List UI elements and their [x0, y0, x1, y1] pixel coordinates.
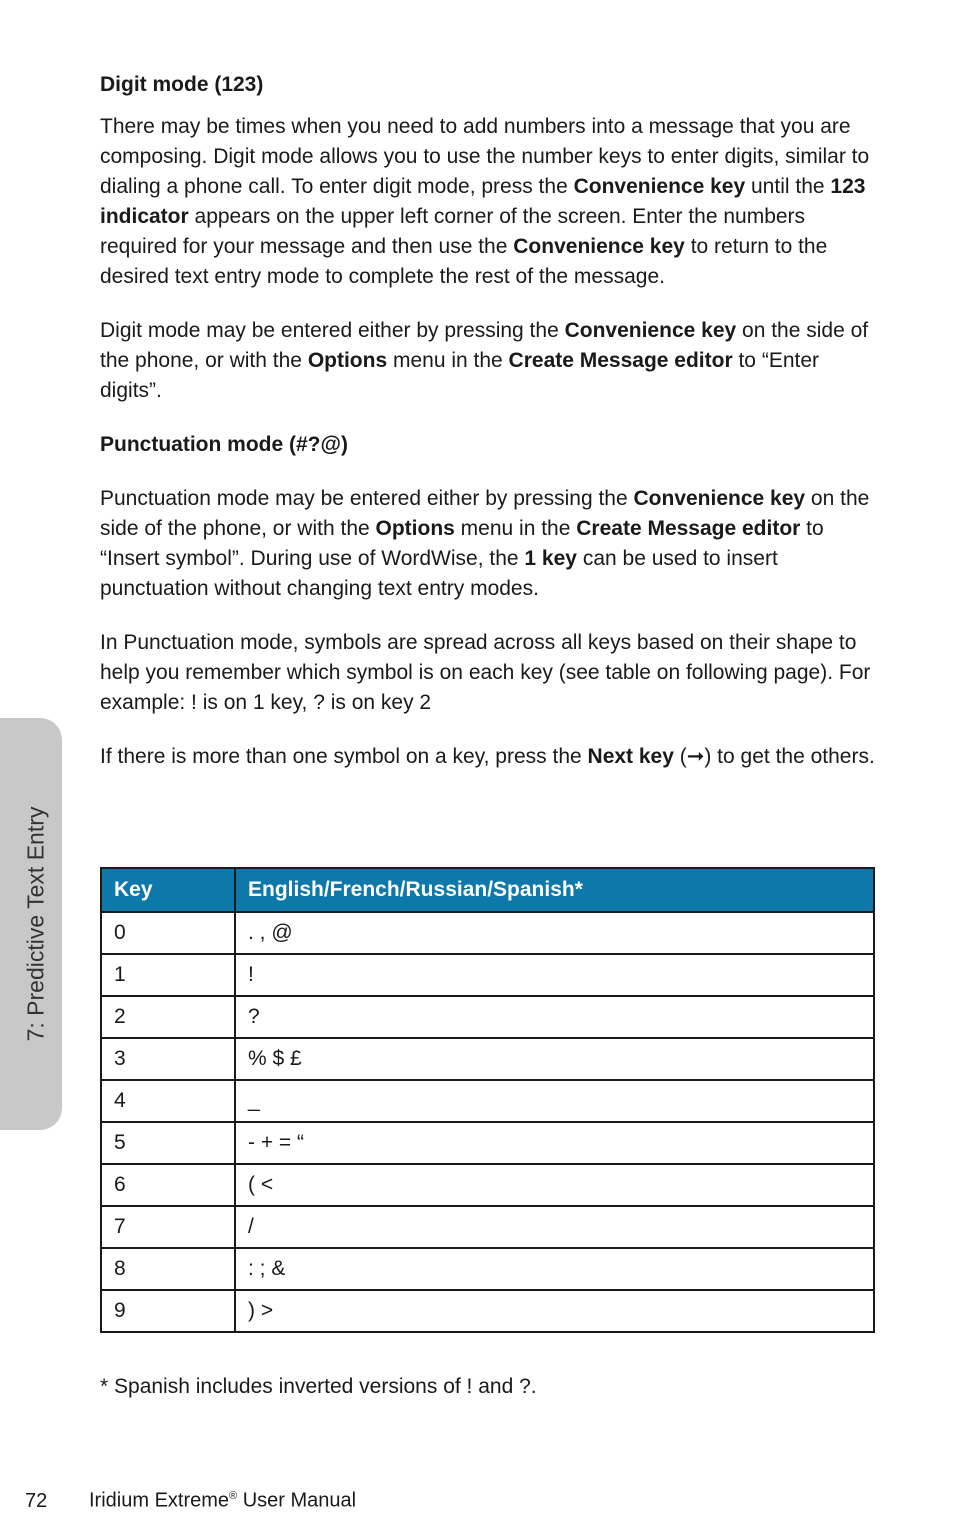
chapter-label: 7: Predictive Text Entry [22, 806, 49, 1042]
key-cell: 6 [101, 1164, 235, 1206]
key-cell: 9 [101, 1290, 235, 1332]
table-row [101, 1122, 874, 1164]
page-footer [25, 1483, 356, 1514]
key-cell: 8 [101, 1248, 235, 1290]
column-header-key: Key [101, 868, 235, 912]
digit-mode-paragraph-2: Digit mode may be entered either by pressing the Convenience key on the side of the phone, or with the Options menu in the Create Message editor to “Enter digits”. [100, 319, 869, 402]
symbols-cell: % $ £ [235, 1038, 874, 1080]
symbols-cell: ! [235, 954, 874, 996]
symbols-cell: / [235, 1206, 874, 1248]
key-cell: 4 [101, 1080, 235, 1122]
punctuation-mode-paragraph-1: Punctuation mode may be entered either by pressing the Convenience key on the side of the phone, or with the Options menu in the Create Message editor to “Insert symbol”. During use of WordWise, the 1 key can be used to insert punctuation without changing text entry modes. [100, 487, 870, 600]
symbols-cell: ) > [235, 1290, 874, 1332]
key-cell: 1 [101, 954, 235, 996]
page-content [100, 70, 875, 796]
key-cell: 0 [101, 912, 235, 954]
table-footnote: * Spanish includes inverted versions of ! and ?. [100, 1375, 537, 1398]
table-row [101, 1038, 874, 1080]
table-header-row [101, 868, 874, 912]
punctuation-mode-paragraph-3: If there is more than one symbol on a key, press the Next key (➞) to get the others. [100, 745, 875, 768]
column-header-languages: English/French/Russian/Spanish* [235, 868, 874, 912]
table-row [101, 912, 874, 954]
manual-title: Iridium Extreme [89, 1489, 230, 1512]
key-cell: 3 [101, 1038, 235, 1080]
symbols-cell: ? [235, 996, 874, 1038]
table-row [101, 1164, 874, 1206]
symbols-cell: . , @ [235, 912, 874, 954]
punctuation-mode-heading: Punctuation mode (#?@) [100, 433, 348, 456]
table-row [101, 954, 874, 996]
registered-mark: ® [229, 1490, 238, 1502]
table-row [101, 1206, 874, 1248]
manual-title-suffix: User Manual [237, 1489, 357, 1512]
symbols-cell: _ [235, 1080, 874, 1122]
table-row [101, 996, 874, 1038]
digit-mode-heading: Digit mode (123) [100, 73, 264, 96]
symbols-cell: : ; & [235, 1248, 874, 1290]
next-arrow-icon: ➞ [686, 745, 705, 768]
table-row [101, 1290, 874, 1332]
symbols-cell: - + = “ [235, 1122, 874, 1164]
punctuation-key-table [100, 867, 875, 1333]
punctuation-mode-paragraph-2: In Punctuation mode, symbols are spread across all keys based on their shape to help you remember which symbol is on each key (see table on following page). For example: ! is on 1 key, ? is on key 2 [100, 631, 871, 714]
page-number: 72 [25, 1489, 48, 1512]
key-cell: 5 [101, 1122, 235, 1164]
symbols-cell: ( < [235, 1164, 874, 1206]
key-cell: 7 [101, 1206, 235, 1248]
table-row [101, 1080, 874, 1122]
table-row [101, 1248, 874, 1290]
key-cell: 2 [101, 996, 235, 1038]
digit-mode-paragraph-1: There may be times when you need to add numbers into a message that you are composing. Digit mode allows you to use the number keys to enter digits, similar to dialing a phone call. To enter digit mode, press the Convenience key until the 123 indicator appears on the upper left corner of the screen. Enter the numbers required for your message and then use the Convenience key to return to the desired text entry mode to complete the rest of the message. [100, 115, 870, 288]
